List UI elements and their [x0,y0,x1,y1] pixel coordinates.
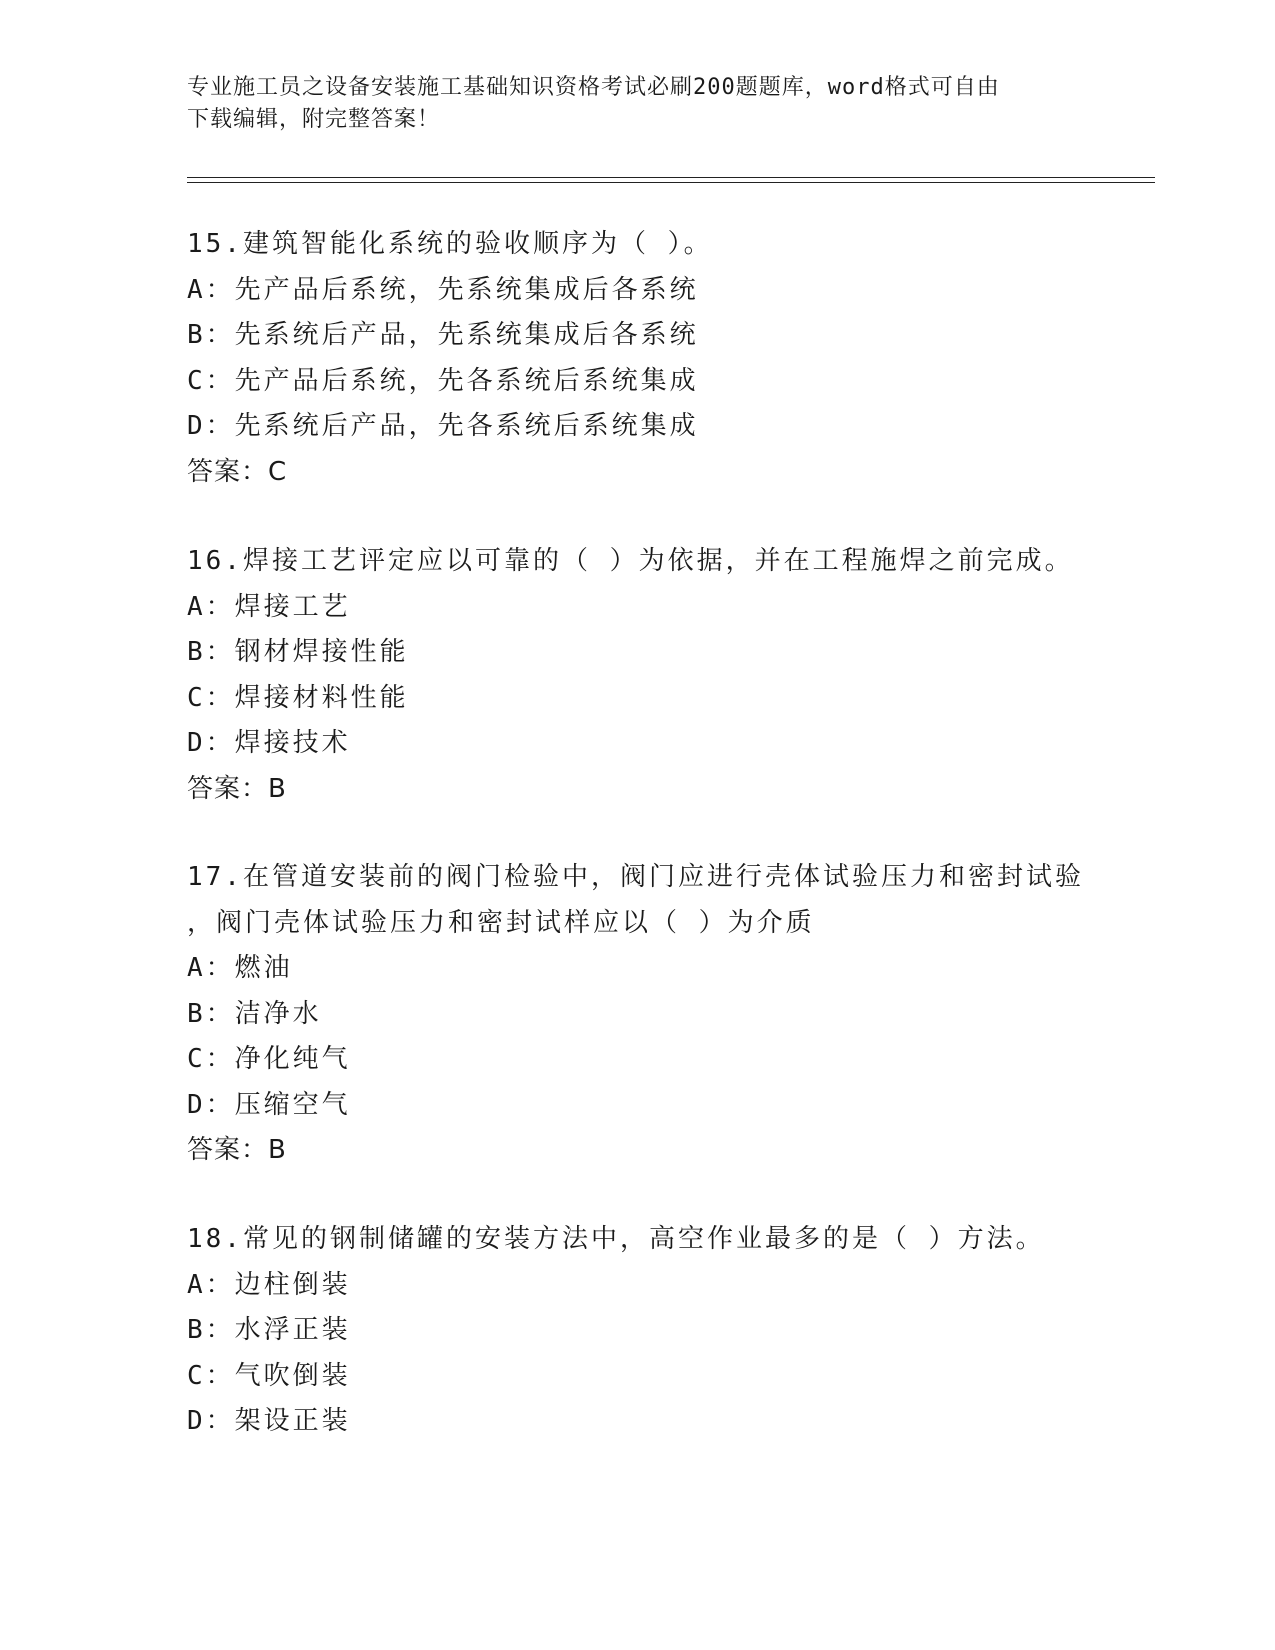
option-d: D：压缩空气 [187,1089,351,1120]
option-c: C：净化纯气 [187,1044,351,1074]
option-a: A：先产品后系统，先系统集成后各系统 [187,274,699,305]
question-stem-continued: ，阀门壳体试验压力和密封试样应以（ ）为介质 [187,907,815,938]
option-b: B：水浮正装 [187,1315,351,1345]
answer: 答案：B [187,1135,287,1165]
header-rule-bottom [187,182,1155,183]
option-b: B：先系统后产品，先系统集成后各系统 [187,320,699,350]
answer: 答案：C [187,456,288,487]
option-d: D：焊接技术 [187,728,351,758]
question-16 [187,539,1087,812]
answer: 答案：B [187,773,287,804]
option-b: B：钢材焊接性能 [187,637,409,667]
option-b: B：洁净水 [187,998,322,1029]
option-a: A：焊接工艺 [187,591,351,622]
question-18 [187,1217,1087,1445]
option-a: A：边柱倒装 [187,1269,351,1300]
option-a: A：燃油 [187,953,293,983]
header-line-2: 下载编辑，附完整答案！ [187,107,441,132]
question-17 [187,855,1087,1174]
header-rule-top [187,177,1155,178]
option-c: C：焊接材料性能 [187,682,409,713]
document-header [187,72,1087,136]
question-stem: 17.在管道安装前的阀门检验中，阀门应进行壳体试验压力和密封试验 [187,862,1084,892]
question-15 [187,222,1087,495]
option-d: D：先系统后产品，先各系统后系统集成 [187,411,699,441]
option-c: C：先产品后系统，先各系统后系统集成 [187,365,699,396]
option-c: C：气吹倒装 [187,1360,351,1391]
question-stem: 18.常见的钢制储罐的安装方法中，高空作业最多的是（ ）方法。 [187,1224,1045,1254]
question-stem: 15.建筑智能化系统的验收顺序为（ ）。 [187,229,713,259]
option-d: D：架设正装 [187,1406,351,1436]
header-line-1: 专业施工员之设备安装施工基础知识资格考试必刷200题题库，word格式可自由 [187,75,1000,100]
question-stem: 16.焊接工艺评定应以可靠的（ ）为依据，并在工程施焊之前完成。 [187,546,1074,576]
